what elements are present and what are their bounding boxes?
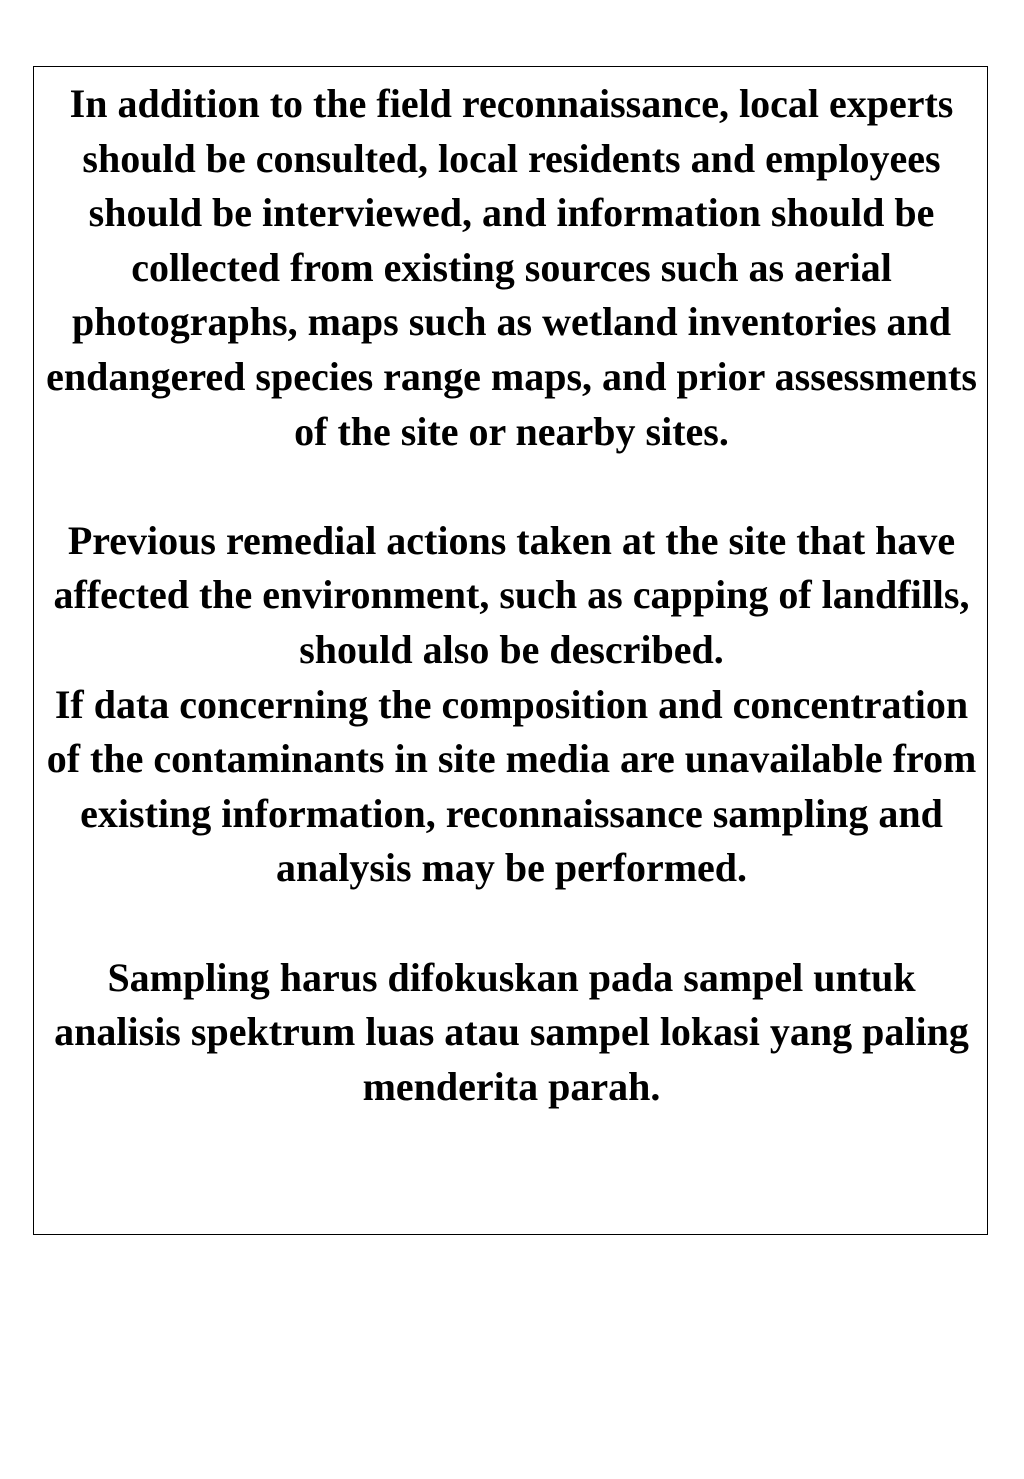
paragraph-field-reconnaissance: In addition to the field reconnaissance, local experts should be consulted, local residents and employees should be interviewed, and information should be collected from existing sources such as aerial photographs, maps such as wetland inventories and endangered species range maps, and prior assessments of the site or nearby sites.: [46, 81, 977, 454]
paragraph-spacer: [44, 459, 979, 514]
paragraph-sampling-indonesian: Sampling harus difokuskan pada sampel untuk analisis spektrum luas atau sampel lokasi yang paling menderita parah.: [54, 954, 969, 1109]
paragraph-spacer: [44, 896, 979, 951]
paragraph-reconnaissance-sampling: If data concerning the composition and concentration of the contaminants in site media are unavailable from existing information, reconnaissance sampling and analysis may be performed.: [46, 681, 977, 891]
text-box: [44, 77, 979, 1114]
paragraph-previous-remedial-actions: Previous remedial actions taken at the site that have affected the environment, such as capping of landfills, should also be described.: [53, 517, 970, 672]
